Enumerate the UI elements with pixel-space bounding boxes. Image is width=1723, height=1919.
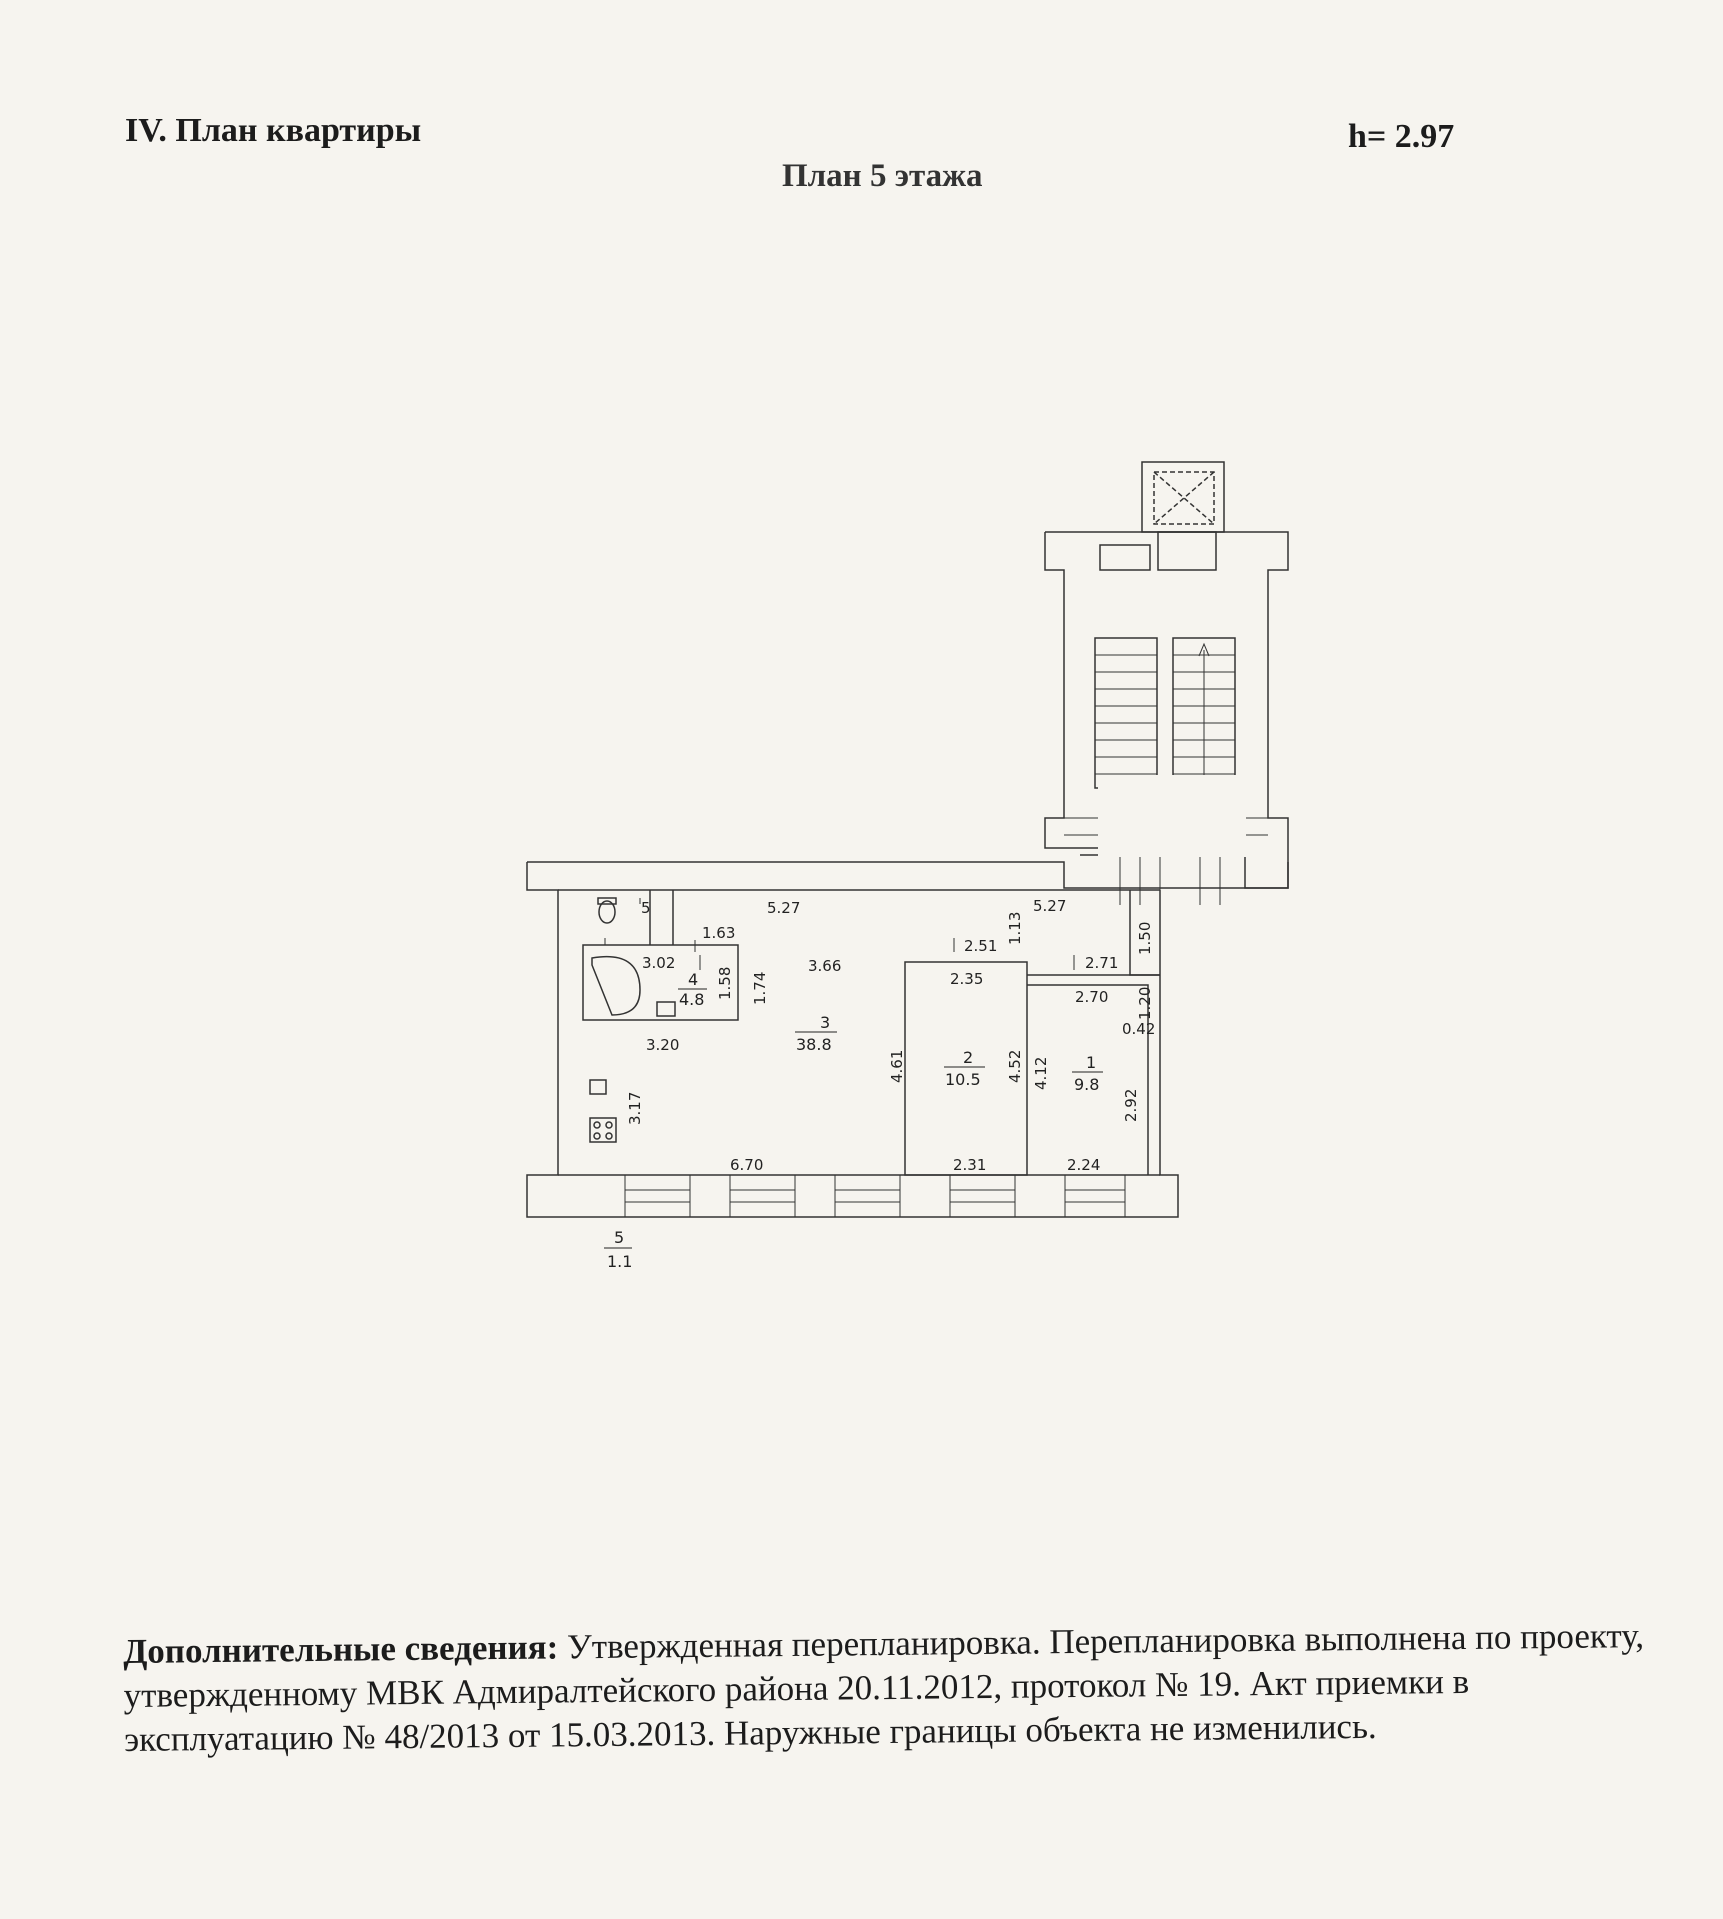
dim-toilet-num: 5 bbox=[641, 899, 651, 917]
floor-title: План 5 этажа bbox=[782, 158, 983, 194]
room-5-area: 1.1 bbox=[607, 1252, 633, 1271]
additional-info-label: Дополнительные сведения: bbox=[123, 1627, 559, 1671]
dim-top-left: 5.27 bbox=[767, 899, 801, 917]
dim-r1-inner: 2.70 bbox=[1075, 988, 1109, 1006]
dim-bottom-main: 6.70 bbox=[730, 1156, 764, 1174]
room-2-number: 2 bbox=[963, 1048, 974, 1067]
dim-r2-bottom: 2.31 bbox=[953, 1156, 987, 1174]
blurred-patch bbox=[1098, 775, 1246, 857]
dim-bath-side: 1.58 bbox=[716, 966, 734, 1000]
dim-main-width: 3.66 bbox=[808, 957, 842, 975]
ceiling-height: h= 2.97 bbox=[1348, 118, 1455, 155]
dim-kitchen-height: 3.17 bbox=[626, 1091, 644, 1125]
room-3-area: 38.8 bbox=[796, 1035, 832, 1054]
dim-r1-niche-a: 1.20 bbox=[1136, 986, 1154, 1020]
dim-r2-left: 4.61 bbox=[888, 1049, 906, 1083]
dim-r2-top: 2.51 bbox=[964, 937, 998, 955]
dim-r2-inner: 2.35 bbox=[950, 970, 984, 988]
room-2-area: 10.5 bbox=[945, 1070, 981, 1089]
dim-r1-top: 2.71 bbox=[1085, 954, 1119, 972]
room-1-number: 1 bbox=[1086, 1053, 1097, 1072]
document-title: IV. План квартиры bbox=[125, 112, 422, 149]
dim-r1-right: 2.92 bbox=[1122, 1088, 1140, 1122]
dim-r1-bottom: 2.24 bbox=[1067, 1156, 1101, 1174]
dim-bath-top: 1.63 bbox=[702, 924, 736, 942]
dim-bath-wide: 3.02 bbox=[642, 954, 676, 972]
dim-kitchen-width: 3.20 bbox=[646, 1036, 680, 1054]
dim-top-right: 5.27 bbox=[1033, 897, 1067, 915]
room-5-number: 5 bbox=[614, 1228, 625, 1247]
room-3-number: 3 bbox=[820, 1013, 831, 1032]
dim-r2-right: 4.52 bbox=[1006, 1049, 1024, 1083]
additional-info bbox=[123, 1614, 1654, 1762]
room-1-area: 9.8 bbox=[1074, 1075, 1100, 1094]
dim-corridor: 1.13 bbox=[1006, 911, 1024, 945]
room-4-area: 4.8 bbox=[679, 990, 705, 1009]
dim-stair-gap: 1.50 bbox=[1136, 921, 1154, 955]
additional-info-text: Утвержденная перепланировка. Перепланировка выполнена по проекту, утвержденному МВК Адмиралтейского района 20.11.2012, протокол № 19. Акт приемки в эксплуатацию № 48/2013 от 15.03.2013. Наружные границы объекта не изменились. bbox=[123, 1616, 1645, 1759]
dim-r1-niche-b: 0.42 bbox=[1122, 1020, 1156, 1038]
dim-r1-left: 4.12 bbox=[1032, 1056, 1050, 1090]
dim-bath-kitchen: 1.74 bbox=[751, 971, 769, 1005]
elevator-shaft bbox=[1142, 462, 1224, 570]
room-4-number: 4 bbox=[688, 970, 699, 989]
